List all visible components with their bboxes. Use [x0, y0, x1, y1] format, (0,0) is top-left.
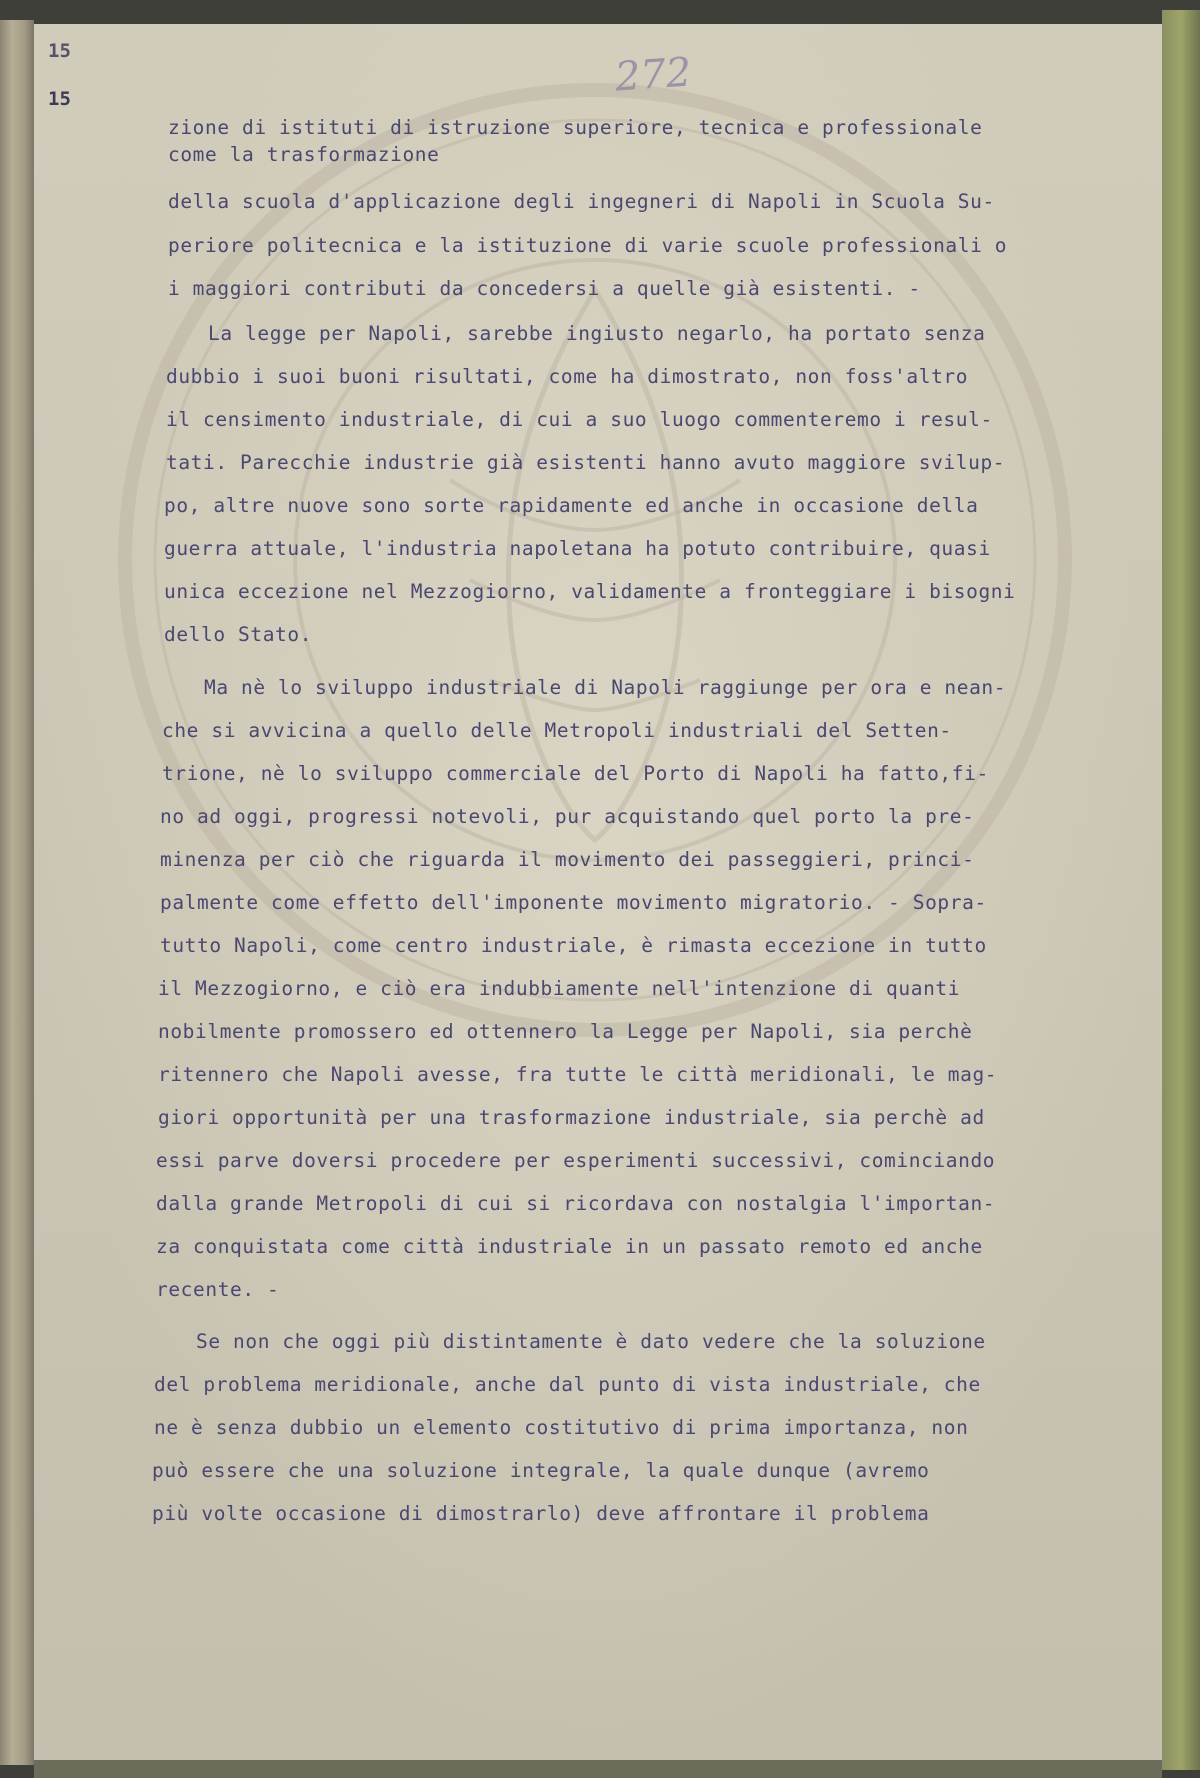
text-line: dello Stato. [164, 623, 313, 646]
text-line: della scuola d'applicazione degli ingegneri di Napoli in Scuola Su- [168, 190, 995, 213]
page-number-top: 15 [48, 40, 71, 62]
handwritten-folio-number: 272 [613, 49, 693, 101]
text-line: dalla grande Metropoli di cui si ricordava con nostalgia l'importan- [156, 1192, 996, 1215]
text-line: unica eccezione nel Mezzogiorno, validamente a fronteggiare i bisogni [164, 580, 1016, 603]
text-line: ritennero che Napoli avesse, fra tutte le città meridionali, le mag- [158, 1063, 998, 1086]
text-line: Ma nè lo sviluppo industriale di Napoli raggiunge per ora e nean- [204, 676, 1007, 699]
text-line: minenza per ciò che riguarda il movimento dei passeggieri, princi- [160, 848, 975, 871]
text-line: che si avvicina a quello delle Metropoli industriali del Setten- [162, 719, 952, 742]
text-line: ne è senza dubbio un elemento costitutivo di prima importanza, non [154, 1416, 969, 1439]
text-line: za conquistata come città industriale in un passato remoto ed anche [156, 1235, 983, 1258]
text-line: guerra attuale, l'industria napoletana ha potuto contribuire, quasi [164, 537, 991, 560]
text-line: trione, nè lo sviluppo commerciale del Porto di Napoli ha fatto,fi- [162, 762, 989, 785]
text-line: palmente come effetto dell'imponente movimento migratorio. - Sopra- [160, 891, 987, 914]
text-line: no ad oggi, progressi notevoli, pur acquistando quel porto la pre- [160, 805, 975, 828]
text-line: del problema meridionale, anche dal punto di vista industriale, che [154, 1373, 981, 1396]
text-line: i maggiori contributi da concedersi a quelle già esistenti. - [168, 277, 921, 300]
text-line: tati. Parecchie industrie già esistenti hanno avuto maggiore svilup- [166, 451, 1006, 474]
text-line: essi parve doversi procedere per esperimenti successivi, cominciando [156, 1149, 996, 1172]
text-line: dubbio i suoi buoni risultati, come ha dimostrato, non foss'altro [166, 365, 969, 388]
text-line: come la trasformazione [168, 143, 440, 166]
text-line: po, altre nuove sono sorte rapidamente ed anche in occasione della [164, 494, 979, 517]
text-line: il Mezzogiorno, e ciò era indubbiamente nell'intenzione di quanti [158, 977, 961, 1000]
text-line: recente. - [156, 1278, 280, 1301]
text-line: zione di istituti di istruzione superiore, tecnica e professionale [168, 116, 983, 139]
text-line: può essere che una soluzione integrale, la quale dunque (avremo [152, 1459, 930, 1482]
text-line: giori opportunità per una trasformazione industriale, sia perchè ad [158, 1106, 985, 1129]
text-line: il censimento industriale, di cui a suo luogo commenteremo i resul- [166, 408, 993, 431]
text-line: nobilmente promossero ed ottennero la Legge per Napoli, sia perchè [158, 1020, 973, 1043]
text-line: La legge per Napoli, sarebbe ingiusto negarlo, ha portato senza [208, 322, 986, 345]
text-line: Se non che oggi più distintamente è dato vedere che la soluzione [196, 1330, 986, 1353]
text-line: più volte occasione di dimostrarlo) deve affrontare il problema [152, 1502, 930, 1525]
page-number: 15 [48, 88, 71, 110]
text-line: tutto Napoli, come centro industriale, è rimasta eccezione in tutto [160, 934, 987, 957]
text-line: periore politecnica e la istituzione di varie scuole professionali o [168, 234, 1008, 257]
